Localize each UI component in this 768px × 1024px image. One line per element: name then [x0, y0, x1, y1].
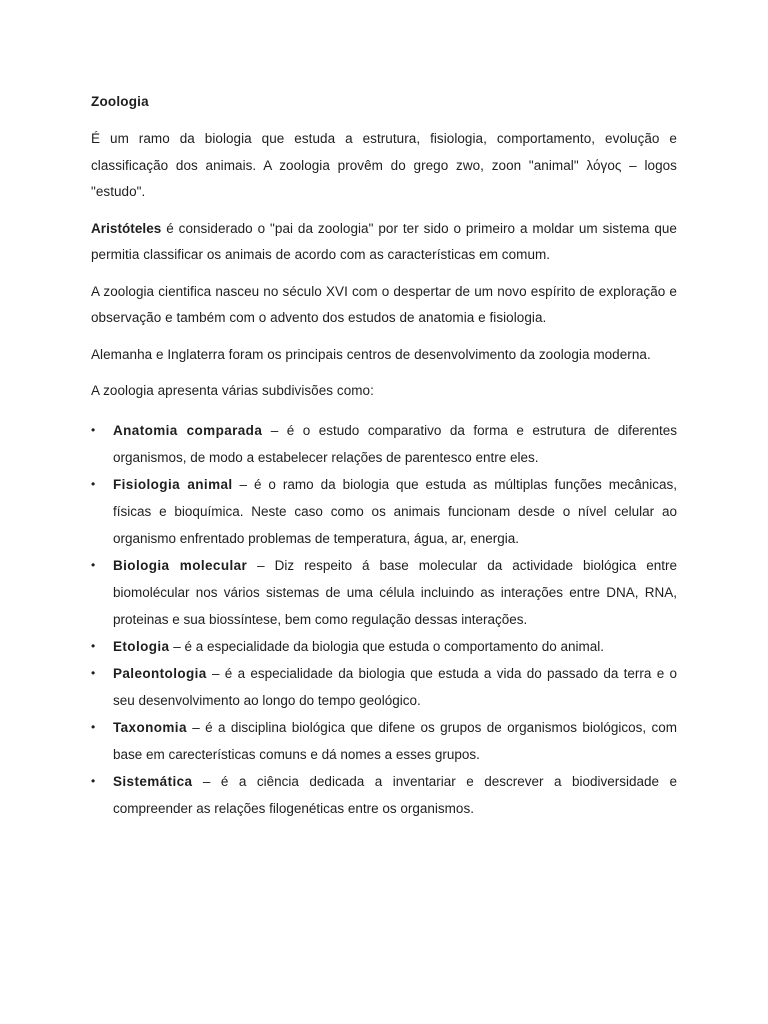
subdivision-term: Etologia: [113, 638, 170, 654]
list-item: [91, 714, 677, 768]
subdivision-term: Biologia molecular: [113, 557, 248, 573]
subdivision-text: – é a especialidade da biologia que estuda o comportamento do animal.: [169, 638, 604, 654]
bullet-icon: •: [91, 665, 96, 680]
subdivision-text: – Diz respeito á base molecular da actividade biológica entre biomolécular nos vários sistemas de uma célula incluindo as interações entre DNA, RNA, proteinas e sua biossíntese, bem como regulação dessas interações.: [113, 557, 677, 627]
subdivision-term: Fisiologia animal: [113, 476, 233, 492]
list-item: [91, 552, 677, 633]
subdivision-term: Anatomia comparada: [113, 422, 263, 438]
aristoteles-paragraph: [91, 216, 677, 269]
bullet-icon: •: [91, 719, 96, 734]
subdivisions-intro-paragraph: A zoologia apresenta várias subdivisões como:: [91, 383, 374, 398]
subdivisions-list: [91, 417, 677, 822]
aristoteles-name: Aristóteles: [91, 220, 162, 236]
list-item: [91, 417, 677, 471]
list-item: [91, 471, 677, 552]
bullet-icon: •: [91, 476, 96, 491]
subdivision-term: Taxonomia: [113, 719, 187, 735]
bullet-icon: •: [91, 773, 96, 788]
list-item: [91, 633, 677, 660]
subdivision-text: – é o ramo da biologia que estuda as múltiplas funções mecânicas, físicas e bioquímica. Neste caso como os animais funcionam desde o nível celular ao organismo enfrentado problemas de temperatura, água, ar, energia.: [113, 476, 677, 546]
germany-england-paragraph: Alemanha e Inglaterra foram os principais centros de desenvolvimento da zoologia moderna.: [91, 346, 651, 362]
aristoteles-text: é considerado o "pai da zoologia" por ter sido o primeiro a moldar um sistema que permitia classificar os animais de acordo com as características em comum.: [91, 220, 677, 262]
subdivision-text: – é a especialidade da biologia que estuda a vida do passado da terra e o seu desenvolvimento ao longo do tempo geológico.: [113, 665, 677, 708]
intro-paragraph: É um ramo da biologia que estuda a estrutura, fisiologia, comportamento, evolução e classificação dos animais. A zoologia provêm do grego zwo, zoon "animal" λόγος – logos "estudo".: [91, 131, 677, 199]
list-item: [91, 660, 677, 714]
scientific-zoology-paragraph: A zoologia cientifica nasceu no século XVI com o despertar de um novo espírito de exploração e observação e também com o advento dos estudos de anatomia e fisiologia.: [91, 283, 677, 325]
list-item: [91, 768, 677, 822]
subdivision-text: – é o estudo comparativo da forma e estrutura de diferentes organismos, de modo a estabelecer relações de parentesco entre eles.: [113, 422, 677, 465]
bullet-icon: •: [91, 422, 96, 437]
document-title: Zoologia: [91, 94, 149, 109]
subdivision-term: Sistemática: [113, 773, 193, 789]
subdivision-text: – é a ciência dedicada a inventariar e descrever a biodiversidade e compreender as relações filogenéticas entre os organismos.: [113, 773, 677, 816]
bullet-icon: •: [91, 638, 96, 653]
bullet-icon: •: [91, 557, 96, 572]
subdivision-text: – é a disciplina biológica que difene os grupos de organismos biológicos, com base em carecterísticas comuns e dá nomes a esses grupos.: [113, 719, 677, 762]
subdivision-term: Paleontologia: [113, 665, 207, 681]
